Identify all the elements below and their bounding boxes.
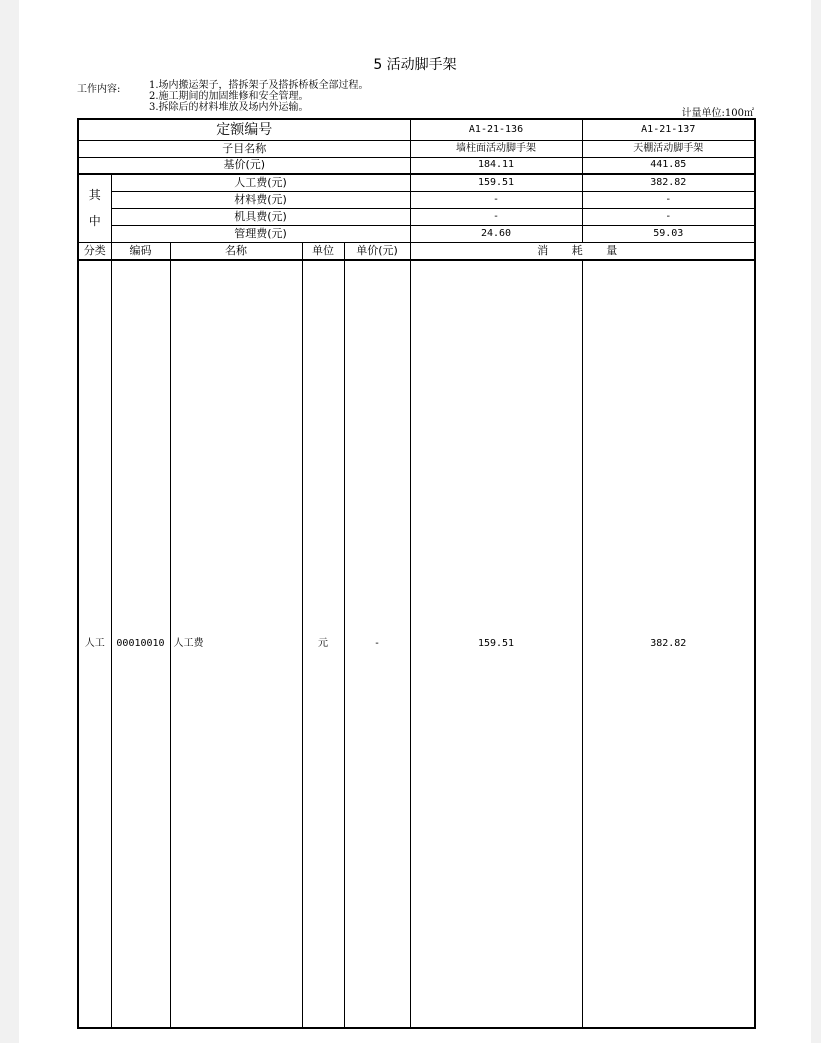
base-price-row (78, 157, 755, 174)
sub-item-name-cell: 天棚活动脚手架 (582, 140, 755, 157)
labor-cost-label: 人工费(元) (111, 174, 410, 191)
machine-cost-row (78, 208, 755, 225)
machine-cost-cell: - (582, 208, 755, 225)
machine-cost-label: 机具费(元) (111, 208, 410, 225)
consumption-cell: 159.51 (410, 260, 582, 1028)
quota-number-cell: A1-21-137 (582, 119, 755, 140)
management-cost-label: 管理费(元) (111, 225, 410, 242)
category-header: 分类 (78, 242, 111, 260)
page-title: 5 活动脚手架 (373, 57, 457, 73)
material-cost-cell: - (410, 191, 582, 208)
code-header: 编码 (111, 242, 170, 260)
machine-cost-cell: - (410, 208, 582, 225)
consumption-header: 消 耗 量 (410, 242, 755, 260)
sub-item-name-row (78, 140, 755, 157)
quota-table (77, 118, 756, 1029)
sub-item-name-cell: 墙柱面活动脚手架 (410, 140, 582, 157)
code-cell: 00010010 (111, 260, 170, 1028)
material-cost-cell: - (582, 191, 755, 208)
labor-cost-cell: 159.51 (410, 174, 582, 191)
sub-item-name-label: 子目名称 (78, 140, 410, 157)
of-which-char: 其 (88, 188, 101, 203)
material-cost-label: 材料费(元) (111, 191, 410, 208)
unit-header: 单位 (302, 242, 344, 260)
labor-cost-cell: 382.82 (582, 174, 755, 191)
work-content-lines (149, 80, 369, 113)
management-cost-cell: 59.03 (582, 225, 755, 242)
unit-price-cell: - (344, 260, 410, 1028)
quota-number-label: 定额编号 (78, 119, 410, 140)
base-price-label: 基价(元) (78, 157, 410, 174)
base-price-cell: 184.11 (410, 157, 582, 174)
unit-cell: 元 (302, 260, 344, 1028)
work-content-line: 2.施工期间的加固维修和安全管理。 (149, 91, 309, 102)
work-content-label: 工作内容: (77, 84, 121, 95)
name-header: 名称 (170, 242, 302, 260)
labor-cost-row (78, 174, 755, 191)
of-which-char: 中 (88, 214, 101, 229)
quota-number-cell: A1-21-136 (410, 119, 582, 140)
work-content-line: 1.场内搬运架子，搭拆架子及搭拆桥板全部过程。 (149, 80, 369, 91)
unit-price-header: 单价(元) (344, 242, 410, 260)
management-cost-cell: 24.60 (410, 225, 582, 242)
document-page (19, 0, 811, 1043)
measurement-unit-note: 计量单位:100㎡ (681, 108, 754, 119)
quota-number-row (78, 119, 755, 140)
consumption-cell: 382.82 (582, 260, 755, 1028)
work-content-line: 3.拆除后的材料堆放及场内外运输。 (149, 102, 309, 113)
name-cell: 人工费 (170, 260, 302, 1028)
of-which-label (78, 174, 111, 242)
detail-header-row (78, 242, 755, 260)
table-row (78, 260, 755, 1028)
management-cost-row (78, 225, 755, 242)
category-cell: 人工 (78, 260, 111, 1028)
base-price-cell: 441.85 (582, 157, 755, 174)
material-cost-row (78, 191, 755, 208)
